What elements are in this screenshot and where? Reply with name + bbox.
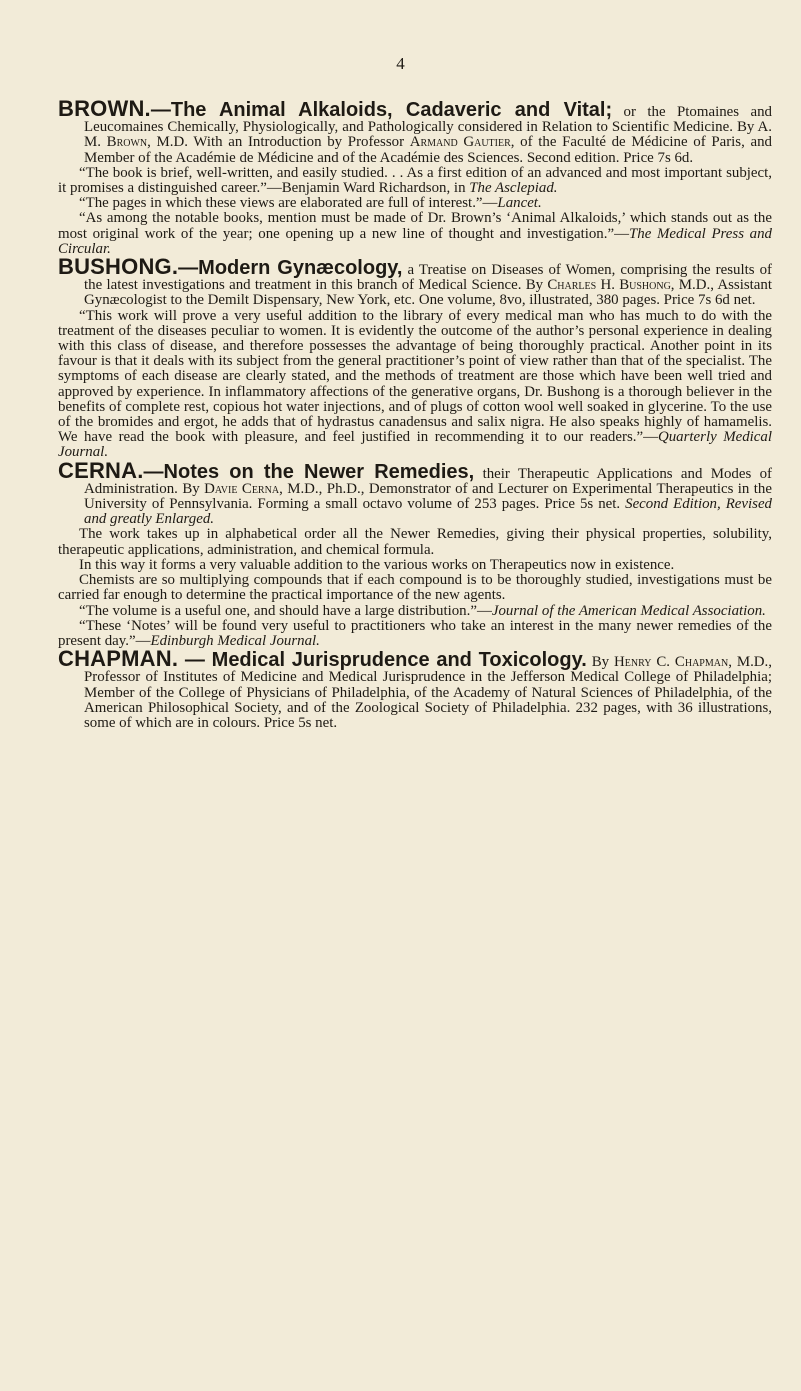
- review-source: Quarterly Medical Journal.: [58, 429, 772, 461]
- entry-heading: [58, 646, 773, 731]
- review-quote: [58, 604, 772, 619]
- entry-author: CERNA.: [58, 457, 144, 483]
- review-source: Edinburgh Medical Journal.: [150, 632, 320, 649]
- review-source: The Asclepiad.: [469, 180, 558, 197]
- entry-author-name: Brown: [106, 134, 148, 151]
- entry-heading: [58, 457, 773, 528]
- entry-details: , M.D., Assistant Gynæcologist to the Demilt Dispensary, New York, etc. One volume, 8vo, illustrated, 380 pages. Price 7s 6d net.: [84, 277, 772, 309]
- entry-heading: [58, 96, 772, 166]
- catalogue-entry-chapman: [58, 646, 773, 731]
- entry-subtitle: By: [586, 654, 615, 671]
- review-text: “The book is brief, well-written, and easily studied. . . As a first edition of an advanced and most important subject, it promises a distinguished career.”—Benjamin Ward Richardson, in: [58, 164, 772, 197]
- entry-edition: Second Edition, Revised and greatly Enlarged.: [84, 496, 773, 528]
- entry-author-name: Charles H. Bushong: [547, 277, 671, 294]
- entry-author: BUSHONG.: [58, 254, 179, 280]
- entry-details: , M.D. With an Introduction by Professor: [147, 134, 410, 151]
- entry-details-continued: , of the Faculté de Médicine of Paris, and Member of the Académie de Médicine and of the Académie des Sciences. Second edition. Price 7s 6d.: [84, 134, 772, 166]
- entry-title: —The Animal Alkaloids, Cadaveric and Vital;: [150, 99, 613, 121]
- review-text: “This work will prove a very useful addition to the library of every medical man who has much to do with the treatment of the diseases peculiar to women. It is evidently the outcome of the author’s personal experience in dealing with this class of disease, and therefore possesses the advantage of being thoroughly practical. Another point in its favour is that it deals with its subject from the general practitioner’s point of view rather than that of the specialist. The symptoms of each disease are clearly stated, and the methods of treatment are those which have been well tried and approved by experience. In inflammatory affections of the generative organs, Dr. Bushong is a thorough believer in the benefits of complete rest, copious hot water injections, and of plugs of cotton wool well soaked in glycerine. To the use of the bromides and ergot, he adds that of hydrastus canadensus and salix nigra. He also speaks highly of hamamelis. We have read the book with pleasure, and feel justified in recommending it to our readers.”—: [58, 307, 772, 446]
- entry-author-name: Davie Cerna: [204, 480, 280, 497]
- review-text: “As among the notable books, mention must be made of Dr. Brown’s ‘Animal Alkaloids,’ which stands out as the most original work of the year; one opening up a new line of thought and investigation.”—: [58, 210, 772, 242]
- review-source: Journal of the American Medical Association.: [491, 602, 766, 619]
- review-quote: [58, 196, 772, 211]
- entry-author: CHAPMAN.: [58, 646, 179, 672]
- entry-author-name: Henry C. Chapman: [614, 654, 729, 671]
- entry-author: BROWN.: [58, 96, 151, 121]
- entry-title: —Modern Gynæcology,: [178, 257, 403, 280]
- entry-introducer-name: Armand Gautier: [409, 134, 511, 151]
- entry-subtitle: or the Ptomaines and Leucomaines Chemically, Physiologically, and Pathologically considered in Relation to Scientific Medicine. By A. M.: [84, 104, 772, 151]
- catalogue-entry-cerna: [58, 457, 773, 649]
- page-number: 4: [396, 54, 405, 73]
- entry-title: — Medical Jurisprudence and Toxicology.: [178, 649, 587, 672]
- review-source: The Medical Press and Circular.: [58, 225, 772, 257]
- entry-heading: [58, 254, 772, 309]
- entry-subtitle: a Treatise on Diseases of Women, comprising the results of the latest investigations and treatment in this branch of Medical Science. By: [84, 262, 772, 294]
- catalogue-entry-brown: [58, 96, 772, 257]
- review-text: “The volume is a useful one, and should have a large distribution.”—: [79, 602, 492, 619]
- entry-details: , M.D., Professor of Institutes of Medicine and Medical Jurisprudence in the Jefferson Medical College of Philadelphia; Member of the College of Physicians of Philadelphia, of the Academy of Natural Sciences of Philadelphia, of the American Philosophical Society, and of the Zoological Society of Philadelphia. 232 pages, with 36 illustrations, some of which are in colours. Price 5s net.: [84, 654, 773, 731]
- description-paragraph: The work takes up in alphabetical order all the Newer Remedies, giving their physical properties, solubility, therapeutic applications, administration, and chemical formula.: [58, 526, 772, 558]
- review-quote: [58, 619, 772, 649]
- catalogue-entry-bushong: [58, 254, 772, 461]
- review-quote: [58, 166, 772, 196]
- review-quote: [58, 211, 772, 257]
- entry-details: , M.D., Ph.D., Demonstrator of and Lecturer on Experimental Therapeutics in the University of Pennsylvania. Forming a small octavo volume of 253 pages. Price 5s net.: [84, 480, 772, 513]
- entry-title: —Notes on the Newer Remedies,: [143, 460, 475, 483]
- review-text: “The pages in which these views are elaborated are full of interest.”—: [79, 195, 498, 212]
- description-paragraph: In this way it forms a very valuable addition to the various works on Therapeutics now in existence.: [79, 556, 675, 573]
- review-quote: [58, 309, 772, 461]
- review-text: “These ‘Notes’ will be found very useful to practitioners who take an interest in the many newer remedies of the present day.”—: [58, 617, 772, 649]
- review-source: Lancet.: [497, 195, 542, 212]
- catalogue-listing: [58, 96, 773, 731]
- description-paragraph: Chemists are so multiplying compounds that if each compound is to be thoroughly studied, investigations must be carried far enough to determine the practical importance of the new agents.: [58, 572, 772, 604]
- entry-subtitle: their Therapeutic Applications and Modes of Administration. By: [84, 465, 772, 497]
